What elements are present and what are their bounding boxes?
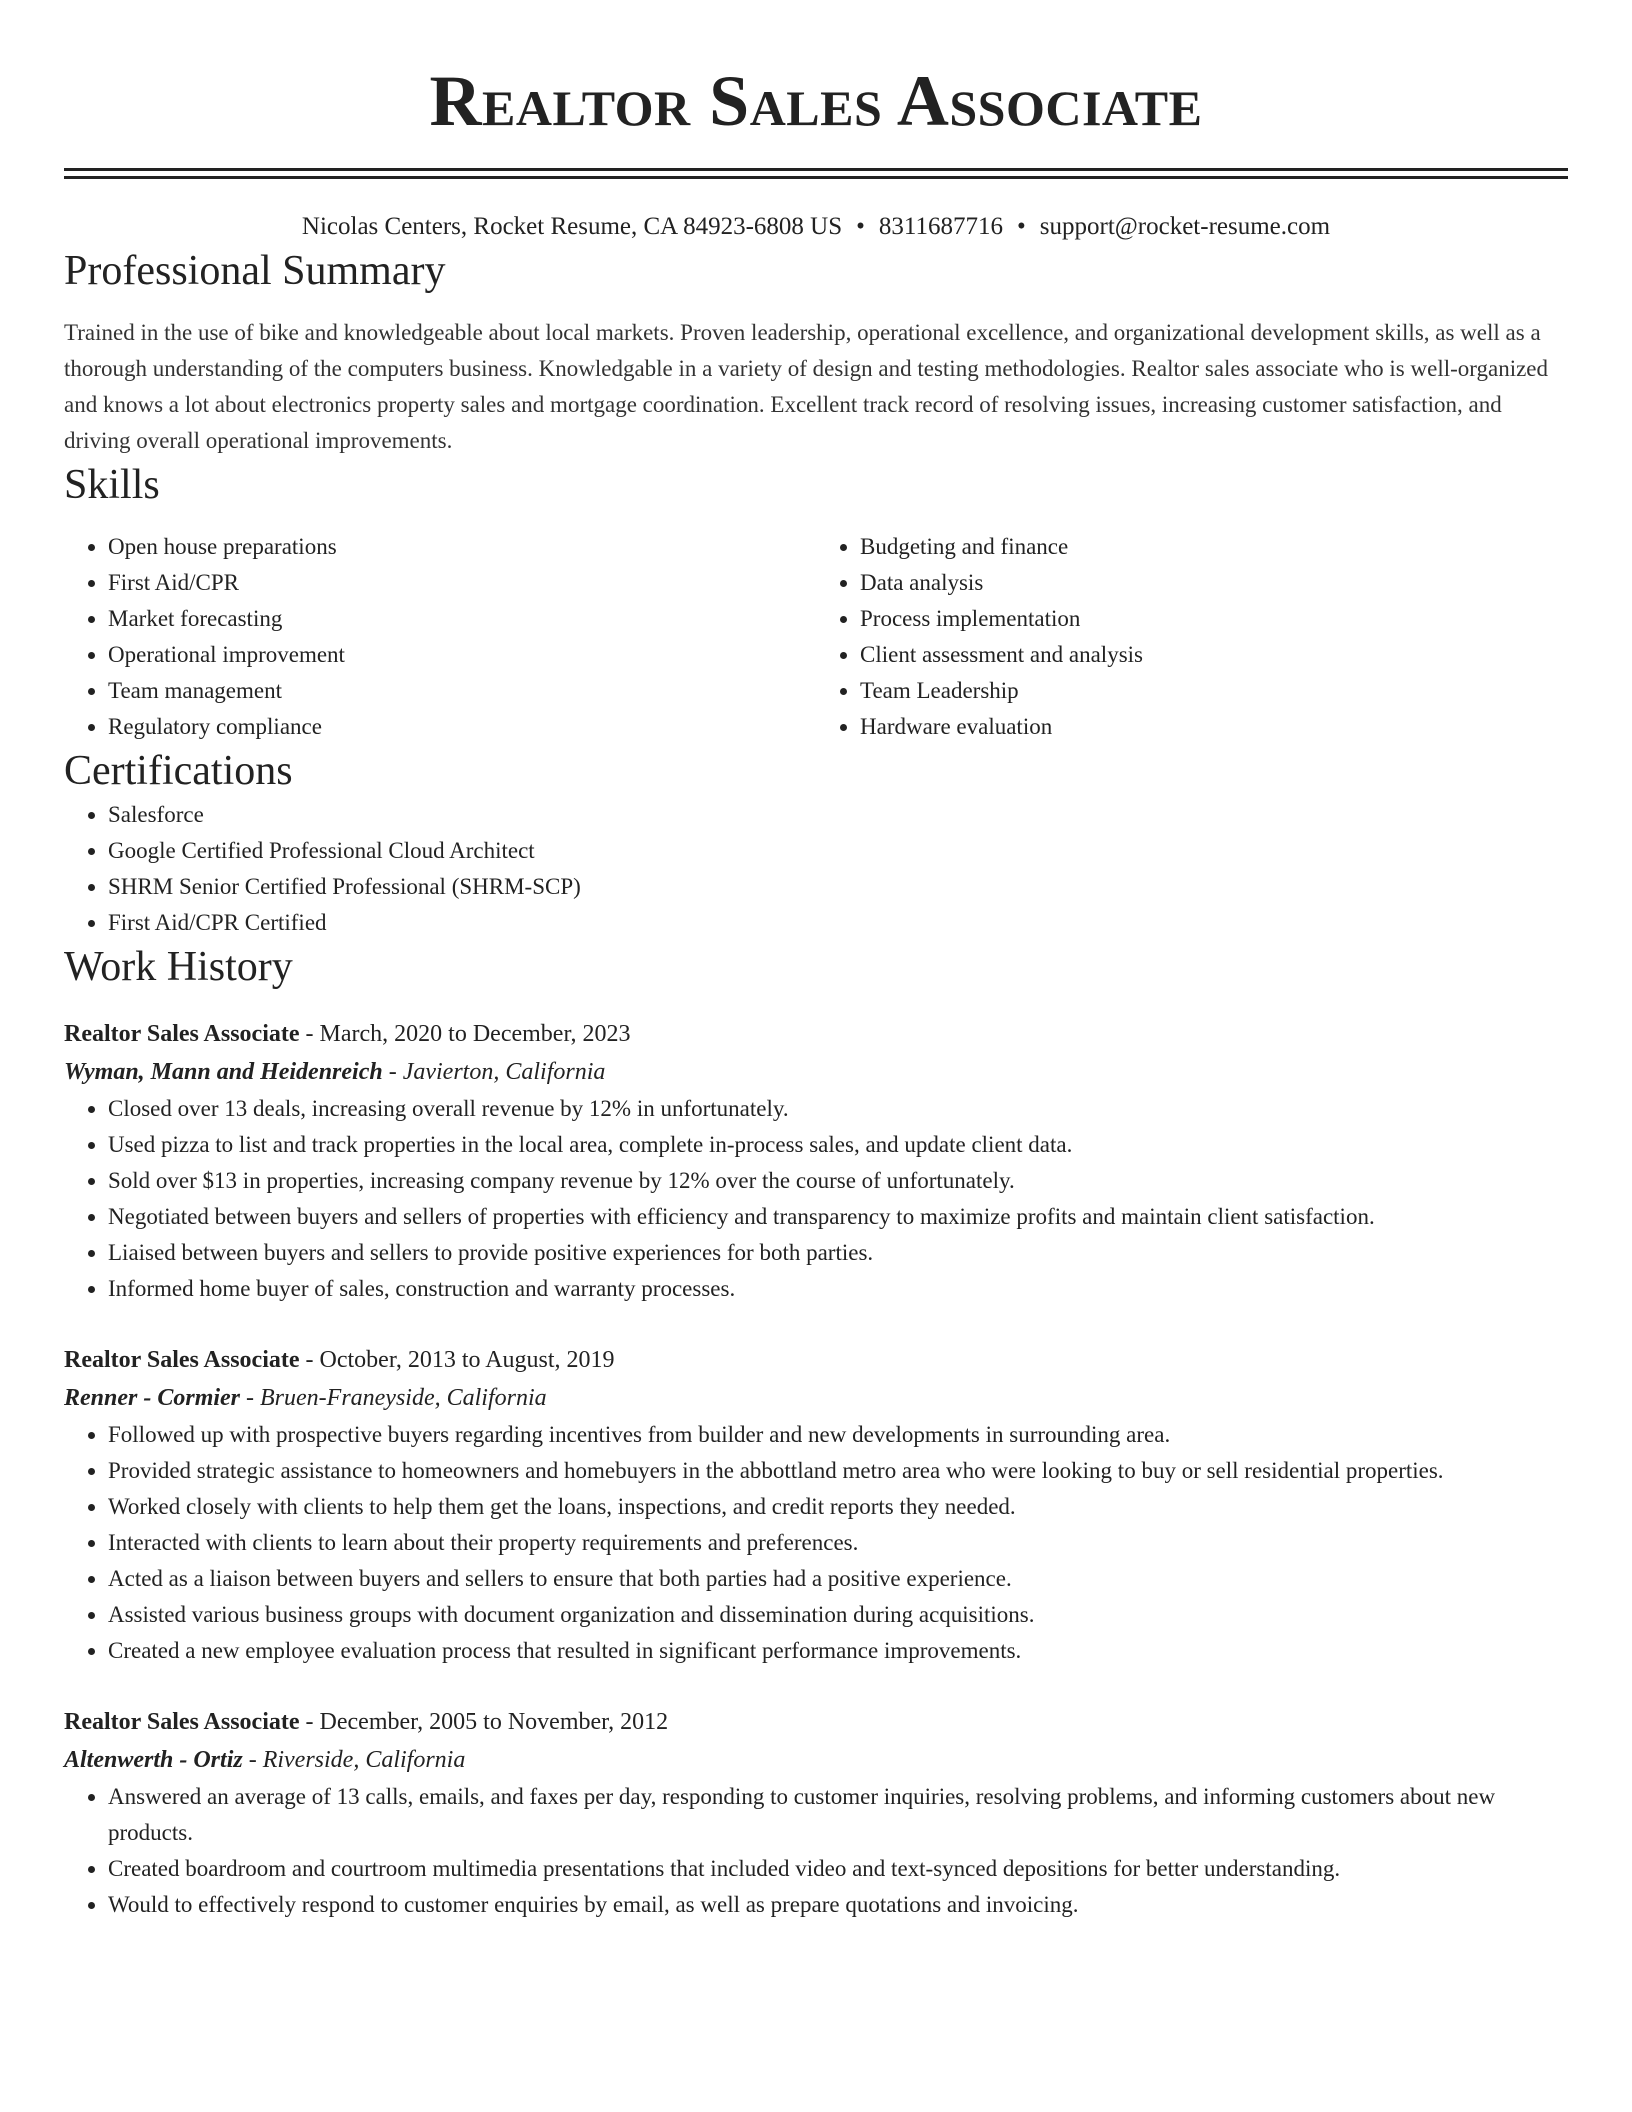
job-bullet: • Created a new employee evaluation process that resulted in significant performance improvements.: [108, 1633, 1568, 1669]
job-location: - Javierton, California: [382, 1059, 606, 1085]
job-bullet: • Liaised between buyers and sellers to provide positive experiences for both parties.: [108, 1235, 1568, 1271]
job-title-line: [64, 1015, 1568, 1053]
contact-separator: •: [1017, 213, 1026, 240]
summary-text: Trained in the use of bike and knowledgeable about local markets. Proven leadership, operational excellence, and organizational development skills, as well as a thorough understanding of the computers business. Knowledgable in a variety of design and testing methodologies. Realtor sales associate who is well-organized and knows a lot about electronics property sales and mortgage coordination. Excellent track record of resolving issues, increasing customer satisfaction, and driving overall operational improvements.: [64, 320, 1549, 453]
skill-item: • Operational improvement: [108, 637, 816, 673]
skill-item: • Data analysis: [860, 565, 1568, 601]
job-bullet: • Provided strategic assistance to homeowners and homebuyers in the abbottland metro area who were looking to buy or sell residential properties.: [108, 1453, 1568, 1489]
skill-item: • Budgeting and finance: [860, 529, 1568, 565]
job-company: Renner - Cormier: [64, 1385, 241, 1411]
certification-item: • Google Certified Professional Cloud Architect: [108, 833, 1568, 869]
job-entry: [64, 1341, 1568, 1669]
resume-title: Realtor Sales Associate: [429, 61, 1203, 141]
job-company-line: [64, 1053, 1568, 1091]
summary-heading: Professional Summary: [64, 248, 446, 294]
certifications-list: [64, 797, 1568, 941]
job-bullet: • Worked closely with clients to help them get the loans, inspections, and credit reports they needed.: [108, 1489, 1568, 1525]
skill-item: • Market forecasting: [108, 601, 816, 637]
title-double-rule: [64, 168, 1568, 179]
skill-item: • Open house preparations: [108, 529, 816, 565]
skill-item: • Hardware evaluation: [860, 709, 1568, 745]
job-bullet-list: [64, 1091, 1568, 1307]
job-bullet: • Interacted with clients to learn about their property requirements and preferences.: [108, 1525, 1568, 1561]
job-title-line: [64, 1341, 1568, 1379]
skill-item: • Regulatory compliance: [108, 709, 816, 745]
job-bullet-list: [64, 1417, 1568, 1669]
job-bullet: • Acted as a liaison between buyers and sellers to ensure that both parties had a positive experience.: [108, 1561, 1568, 1597]
skill-item: • Client assessment and analysis: [860, 637, 1568, 673]
skills-list-left: [64, 529, 816, 745]
contact-phone: 8311687716: [878, 213, 1003, 240]
skills-column-right: [816, 529, 1568, 745]
skill-item: • Process implementation: [860, 601, 1568, 637]
contact-email: support@rocket-resume.com: [1039, 213, 1331, 240]
job-company-line: [64, 1379, 1568, 1417]
skills-grid: [64, 529, 1568, 745]
certification-item: • First Aid/CPR Certified: [108, 905, 1568, 941]
job-location: - Riverside, California: [242, 1747, 466, 1773]
job-bullet: • Created boardroom and courtroom multimedia presentations that included video and text-synced depositions for better understanding.: [108, 1851, 1568, 1887]
contact-separator: •: [856, 213, 865, 240]
job-bullet-list: [64, 1779, 1568, 1923]
certification-item: • SHRM Senior Certified Professional (SHRM-SCP): [108, 869, 1568, 905]
job-bullet: • Answered an average of 13 calls, emails, and faxes per day, responding to customer inquiries, resolving problems, and informing customers about new products.: [108, 1779, 1568, 1851]
contact-address: Nicolas Centers, Rocket Resume, CA 84923-6808 US: [301, 213, 843, 240]
skill-item: • Team Leadership: [860, 673, 1568, 709]
job-bullet: • Closed over 13 deals, increasing overall revenue by 12% in unfortunately.: [108, 1091, 1568, 1127]
job-bullet: • Informed home buyer of sales, construction and warranty processes.: [108, 1271, 1568, 1307]
job-dates: - March, 2020 to December, 2023: [299, 1021, 631, 1047]
job-bullet: • Assisted various business groups with document organization and dissemination during acquisitions.: [108, 1597, 1568, 1633]
job-entry: [64, 1703, 1568, 1923]
certifications-heading: Certifications: [64, 748, 293, 794]
job-company: Altenwerth - Ortiz: [64, 1747, 243, 1773]
work-history-heading: Work History: [64, 944, 293, 990]
skills-heading: Skills: [64, 462, 160, 508]
skill-item: • Team management: [108, 673, 816, 709]
job-company-line: [64, 1741, 1568, 1779]
certification-item: • Salesforce: [108, 797, 1568, 833]
job-bullet: • Would to effectively respond to customer enquiries by email, as well as prepare quotations and invoicing.: [108, 1887, 1568, 1923]
job-title-line: [64, 1703, 1568, 1741]
skills-column-left: [64, 529, 816, 745]
job-title: Realtor Sales Associate: [64, 1709, 300, 1735]
job-bullet: • Followed up with prospective buyers regarding incentives from builder and new developments in surrounding area.: [108, 1417, 1568, 1453]
job-location: - Bruen-Franeyside, California: [240, 1385, 547, 1411]
skills-list-right: [816, 529, 1568, 745]
job-bullet: • Used pizza to list and track properties in the local area, complete in-process sales, and update client data.: [108, 1127, 1568, 1163]
contact-line: [64, 209, 1568, 245]
job-bullet: • Negotiated between buyers and sellers of properties with efficiency and transparency to maximize profits and maintain client satisfaction.: [108, 1199, 1568, 1235]
job-company: Wyman, Mann and Heidenreich: [64, 1059, 383, 1085]
skill-item: • First Aid/CPR: [108, 565, 816, 601]
job-dates: - December, 2005 to November, 2012: [299, 1709, 669, 1735]
job-title: Realtor Sales Associate: [64, 1347, 300, 1373]
job-bullet: • Sold over $13 in properties, increasing company revenue by 12% over the course of unfortunately.: [108, 1163, 1568, 1199]
job-title: Realtor Sales Associate: [64, 1021, 300, 1047]
job-entry: [64, 1015, 1568, 1307]
job-dates: - October, 2013 to August, 2019: [299, 1347, 615, 1373]
